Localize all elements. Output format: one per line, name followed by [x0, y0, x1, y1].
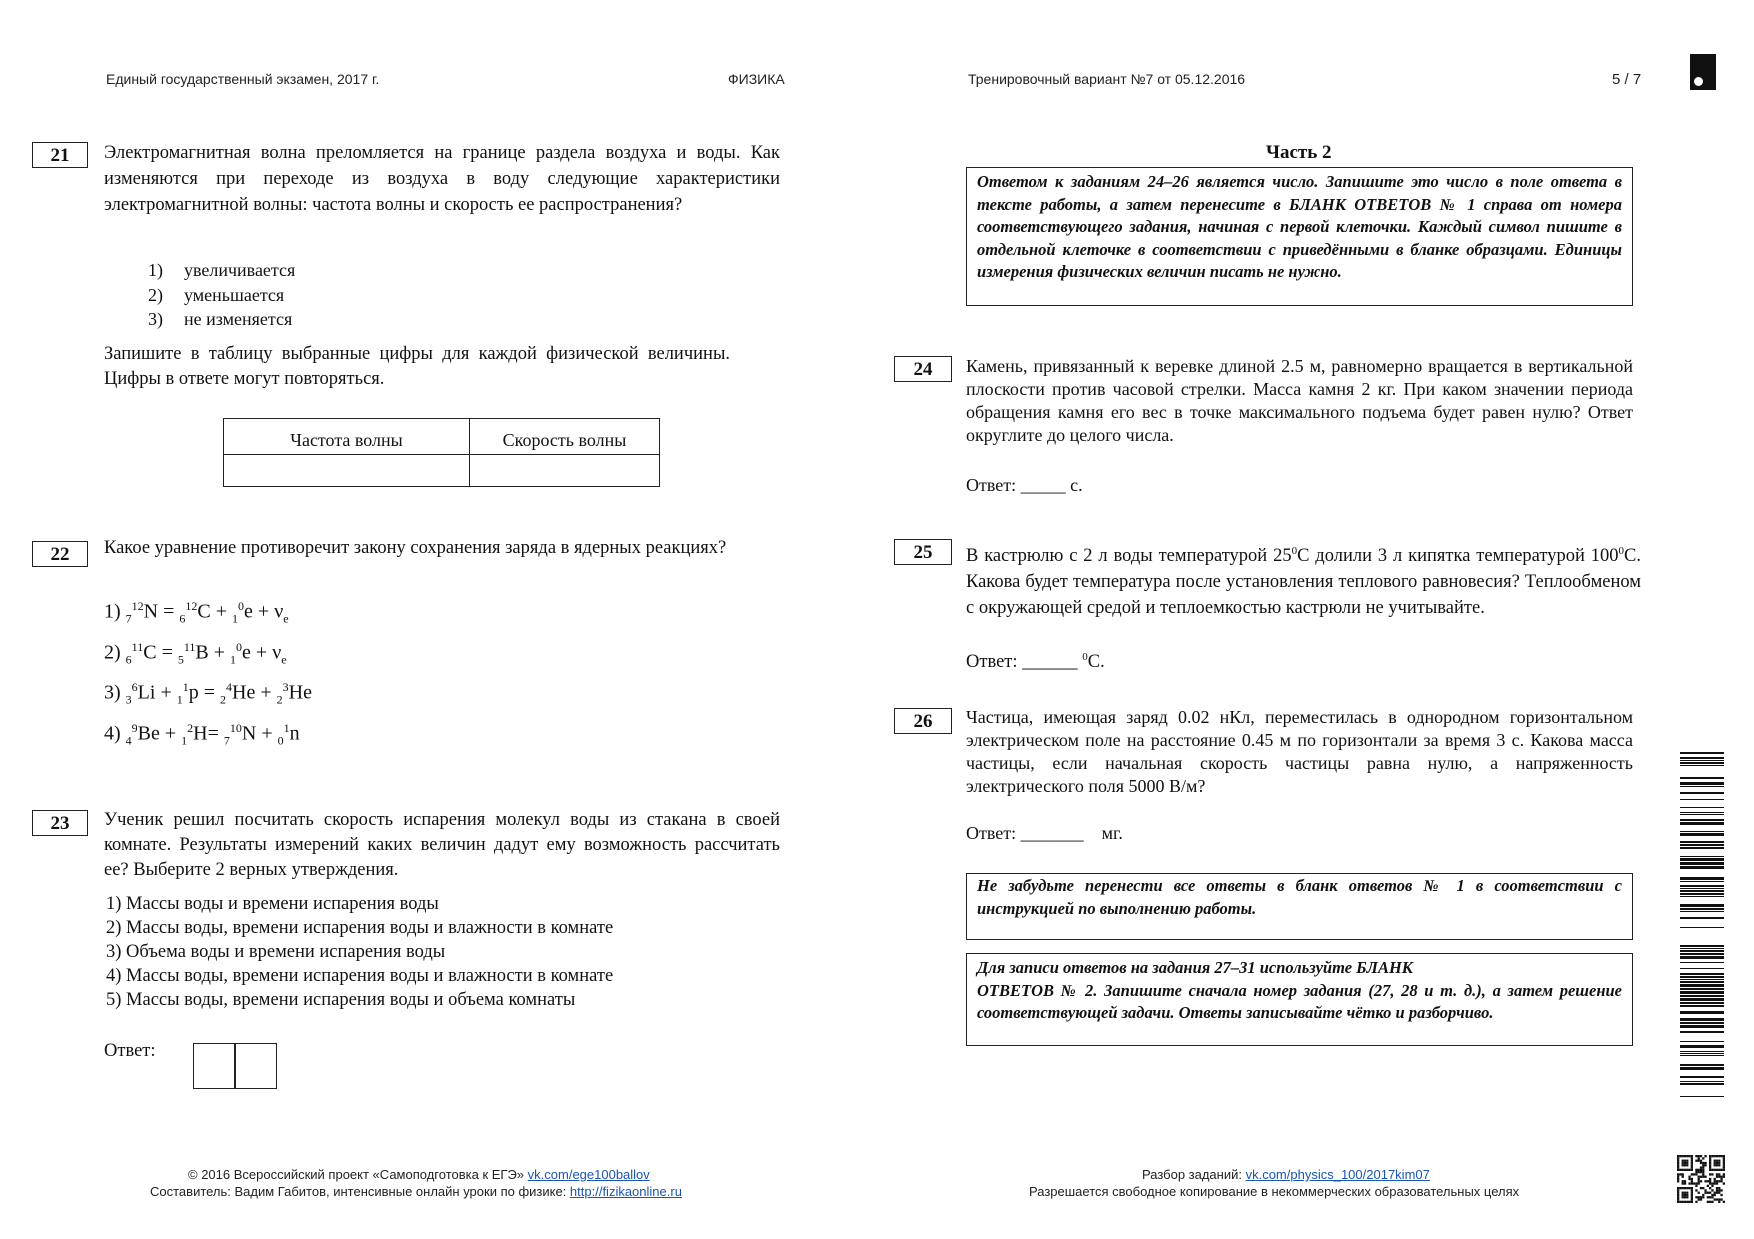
footer-license: Разрешается свободное копирование в некоммерческих образовательных целях [1029, 1184, 1520, 1199]
answer-cell-frequency[interactable] [224, 455, 470, 487]
list-item: 2) Массы воды, времени испарения воды и влажности в комнате [106, 918, 614, 938]
header-exam-title: Единый государственный экзамен, 2017 г. [106, 71, 380, 87]
question-23-answer-label: Ответ: [104, 1041, 156, 1061]
question-24-answer: Ответ: _____ с. [966, 475, 1083, 495]
question-number-25: 25 [894, 539, 952, 565]
page-number: 5 / 7 [1612, 71, 1642, 88]
equation-4: 4) $_4^9$Be + $_1^2$H= $_7^{10}$N + $_0^1$n [104, 720, 300, 748]
list-item: 4) Массы воды, времени испарения воды и влажности в комнате [106, 966, 614, 986]
list-item: 5) Массы воды, времени испарения воды и объема комнаты [106, 990, 576, 1010]
part-2-instructions: Ответом к заданиям 24–26 является число. Запишите это число в поле ответа в тексте работы, а затем перенесите в БЛАНК ОТВЕТОВ № 1 справа от номера соответствующего задания, начиная с первой клеточки. Каждый символ пишите в отдельной клеточке в соответствии с приведёнными в бланке образцами. Единицы измерения физических величин писать не нужно. [966, 167, 1633, 306]
list-item: 3) не изменяется [148, 309, 293, 329]
equation-2: 2) $_6^{11}C = _5^{11}B + _1^0e + \nu_e$ [104, 639, 287, 667]
list-item: 1) Массы воды и времени испарения воды [106, 894, 439, 914]
list-item: 2) уменьшается [148, 284, 285, 305]
equation-1: 1) $_7^{12}N = _6^{12}C + _1^0e + \nu_e$ [104, 599, 289, 626]
answer-cell-speed[interactable] [470, 455, 660, 487]
question-26-answer: Ответ: _______ мг. [966, 823, 1123, 843]
list-item: 1) увеличивается [148, 260, 296, 280]
question-22-equations [104, 592, 312, 755]
question-21-options [148, 258, 295, 332]
barcode [1680, 752, 1724, 1100]
question-number-24: 24 [894, 356, 952, 382]
question-26-text: Частица, имеющая заряд 0.02 нКл, переместилась в однородном горизонтальном электрическом поле на расстояние 0.45 м по горизонтали за время 3 с. Какова масса частицы, если начальная скорость частицы равна нулю, а напряженность электрического поля 5000 В/м? [966, 707, 1633, 796]
question-25-answer: Ответ: ______ $^0$С. [966, 651, 1105, 673]
table-header-frequency: Частота волны [224, 419, 470, 455]
equation-3: 3) $_3^6$Li + $_1^1$p = $_2^4$He + $_2^3$He [104, 680, 312, 707]
question-22-text: Какое уравнение противоречит закону сохранения заряда в ядерных реакциях? [104, 538, 727, 558]
qr-code [1677, 1155, 1725, 1203]
header-variant: Тренировочный вариант №7 от 05.12.2016 [968, 71, 1246, 87]
question-number-21: 21 [32, 142, 88, 168]
question-number-26: 26 [894, 708, 952, 734]
footer-link-vk[interactable]: vk.com/ege100ballov [527, 1167, 650, 1182]
footer-link-analysis[interactable]: vk.com/physics_100/2017kim07 [1245, 1167, 1430, 1182]
question-21-answer-table [223, 418, 660, 487]
question-21-text: Электромагнитная волна преломляется на границе раздела воздуха и воды. Как изменяются при переходе из воздуха в воду следующие характеристики электромагнитной волны: частота волны и скорость ее распространения? [104, 143, 780, 215]
part-3-instructions: Для записи ответов на задания 27–31 используйте БЛАНК ОТВЕТОВ № 2. Запишите сначала номер задания (27, 28 и т. д.), а затем решение соответствующей задачи. Ответы записывайте чётко и разборчиво. [966, 953, 1633, 1046]
question-25-text: В кастрюлю с 2 л воды температурой $25^0С$ долили 3 л кипятка температурой $100^0С$. Какова будет температура после установления теплового равновесия? Теплообменом с окружающей средой и теплоемкостью кастрюли не учитывайте. [966, 545, 1641, 619]
reminder-box: Не забудьте перенести все ответы в бланк ответов № 1 в соответствии с инструкцией по выполнению работы. [966, 873, 1633, 940]
corner-marker-dot [1694, 77, 1703, 86]
question-24-text: Камень, привязанный к веревке длиной 2.5 м, равномерно вращается в вертикальной плоскости против часовой стрелки. Масса камня 2 кг. При каком значении периода обращения камня его вес в точке максимального подъема будет равен нулю? Ответ округлите до целого числа. [966, 356, 1633, 445]
footer-copyright: © 2016 Всероссийский проект «Самоподготовка к ЕГЭ» vk.com/ege100ballov [188, 1167, 650, 1182]
question-21-instruction: Запишите в таблицу выбранные цифры для каждой физической величины. Цифры в ответе могут повторяться. [104, 344, 730, 389]
question-23-options [106, 892, 613, 1012]
footer-analysis: Разбор заданий: vk.com/physics_100/2017kim07 [1142, 1167, 1430, 1182]
part-2-title: Часть 2 [1266, 142, 1332, 163]
question-number-22: 22 [32, 541, 88, 567]
footer-author: Составитель: Вадим Габитов, интенсивные онлайн уроки по физике: http://fizikaonline.ru [150, 1184, 682, 1199]
corner-marker [1690, 54, 1716, 90]
footer-link-site[interactable]: http://fizikaonline.ru [569, 1184, 682, 1199]
answer-cell-2[interactable] [234, 1043, 277, 1089]
header-subject: ФИЗИКА [728, 71, 785, 87]
list-item: 3) Объема воды и времени испарения воды [106, 942, 446, 962]
answer-cell-1[interactable] [193, 1043, 236, 1089]
question-number-23: 23 [32, 810, 88, 836]
table-header-speed: Скорость волны [470, 419, 660, 455]
question-23-text: Ученик решил посчитать скорость испарения молекул воды из стакана в своей комнате. Результаты измерений каких величин дадут ему возможность рассчитать ее? Выберите 2 верных утверждения. [104, 810, 780, 880]
